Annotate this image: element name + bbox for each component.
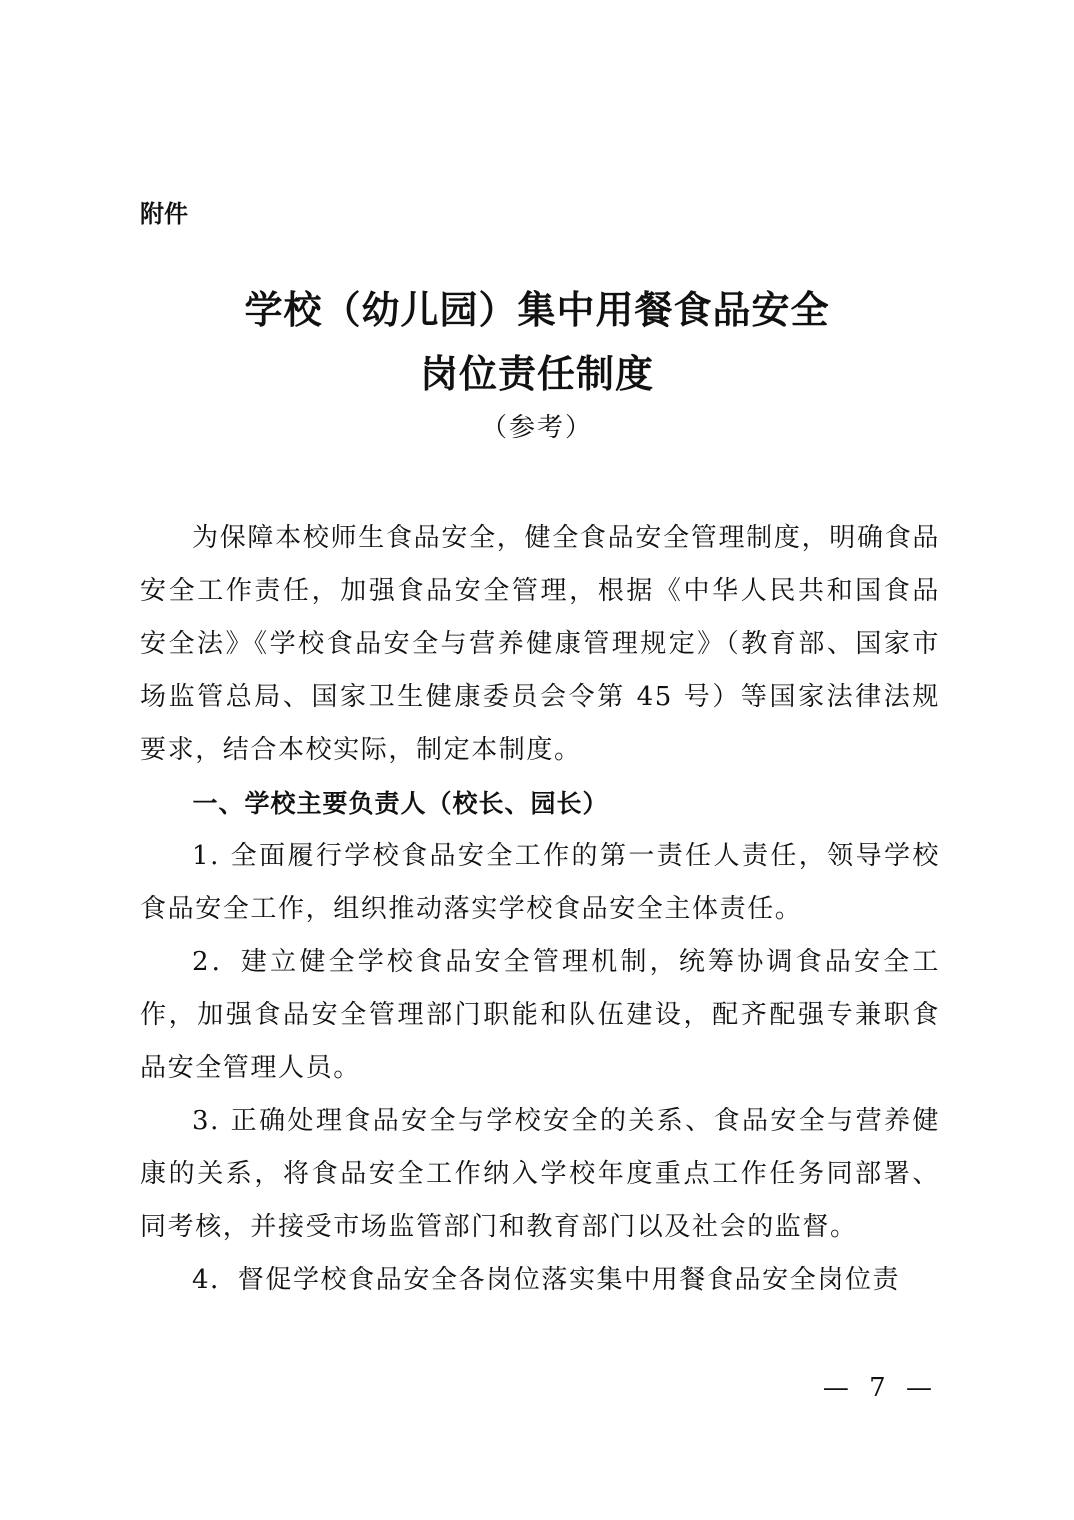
section-heading: 一、学校主要负责人（校长、园长）	[192, 789, 609, 818]
document-title-line-2: 岗位责任制度	[419, 351, 654, 396]
intro-paragraph: 为保障本校师生食品安全，健全食品安全管理制度，明确食品安全工作责任，加强食品安全管理，根据《中华人民共和国食品安全法》《学校食品安全与营养健康管理规定》（教育部、国家市场监管总局、国家卫生健康委员会令第 45 号）等国家法律法规要求，结合本校实际，制定本制度。	[140, 523, 940, 765]
list-item: 4．督促学校食品安全各岗位落实集中用餐食品安全岗位责	[192, 1265, 901, 1295]
document-title-line-1: 学校（幼儿园）集中用餐食品安全	[244, 287, 830, 332]
list-item: 2．建立健全学校食品安全管理机制，统筹协调食品安全工作，加强食品安全管理部门职能和队伍建设，配齐配强专兼职食品安全管理人员。	[140, 947, 940, 1083]
attachment-label: 附件	[140, 200, 188, 228]
list-item: 3. 正确处理食品安全与学校安全的关系、食品安全与营养健康的关系，将食品安全工作纳入学校年度重点工作任务同部署、同考核，并接受市场监管部门和教育部门以及社会的监督。	[140, 1106, 940, 1242]
list-item: 1. 全面履行学校食品安全工作的第一责任人责任，领导学校食品安全工作，组织推动落实学校食品安全主体责任。	[140, 841, 940, 924]
document-subtitle: （参考）	[480, 413, 593, 443]
page-number: — 7 —	[822, 1373, 938, 1403]
document-body	[140, 512, 940, 1307]
